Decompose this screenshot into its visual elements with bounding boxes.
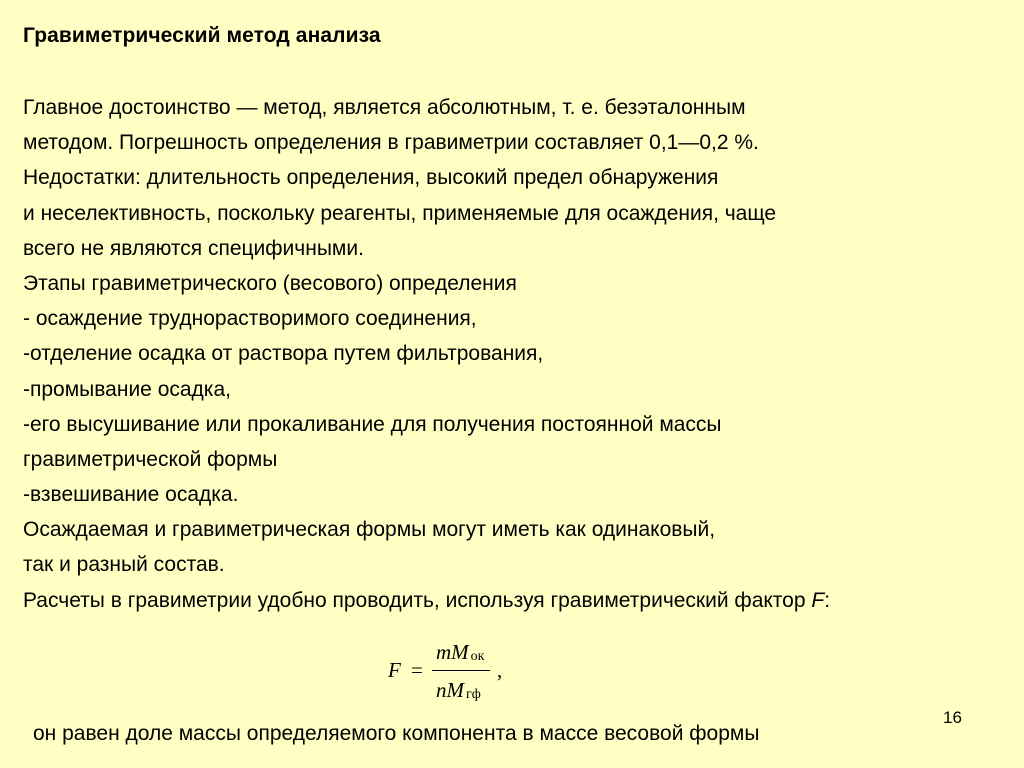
body-line: - осаждение труднорастворимого соединения,	[23, 307, 477, 331]
body-line: Осаждаемая и гравиметрическая формы могут иметь как одинаковый,	[23, 518, 716, 542]
factor-line-text: Расчеты в гравиметрии удобно проводить, используя гравиметрический фактор	[23, 588, 812, 612]
factor-line-suffix: :	[824, 588, 831, 612]
factor-line	[23, 583, 830, 618]
body-line: -взвешивание осадка.	[23, 483, 239, 507]
fraction-bar	[432, 670, 490, 671]
numerator-var: mM	[436, 640, 469, 664]
body-text	[23, 90, 830, 618]
body-line: и неселективность, поскольку реагенты, применяемые для осаждения, чаще	[23, 201, 777, 225]
body-line: -отделение осадка от раствора путем фильтрования,	[23, 342, 544, 366]
body-line: методом. Погрешность определения в гравиметрии составляет 0,1—0,2 %.	[23, 131, 759, 155]
denominator-var: nM	[436, 678, 464, 702]
formula-equals: =	[411, 658, 423, 682]
body-line: -промывание осадка,	[23, 377, 231, 401]
formula-lhs: F	[388, 658, 401, 682]
body-line: всего не являются специфичными.	[23, 236, 364, 260]
conclusion-line: он равен доле массы определяемого компонента в массе весовой формы	[33, 722, 760, 745]
denominator-sub: гф	[466, 687, 481, 702]
body-line: Главное достоинство — метод, является абсолютным, т. е. безэталонным	[23, 96, 746, 119]
page-number: 16	[943, 708, 962, 727]
body-line: -его высушивание или прокаливание для получения постоянной массы	[23, 412, 722, 436]
formula-denominator	[436, 678, 481, 703]
body-line: Недостатки: длительность определения, высокий предел обнаружения	[23, 166, 719, 190]
formula-comma: ,	[497, 658, 503, 682]
slide-title: Гравиметрический метод анализа	[23, 24, 381, 47]
body-line: Этапы гравиметрического (весового) определения	[23, 271, 517, 295]
factor-symbol: F	[811, 588, 825, 612]
body-line: гравиметрической формы	[23, 447, 278, 471]
body-line: так и разный состав.	[23, 553, 225, 577]
numerator-sub: ок	[470, 649, 485, 664]
formula-numerator	[436, 640, 484, 665]
gravimetric-factor-formula	[388, 636, 528, 706]
